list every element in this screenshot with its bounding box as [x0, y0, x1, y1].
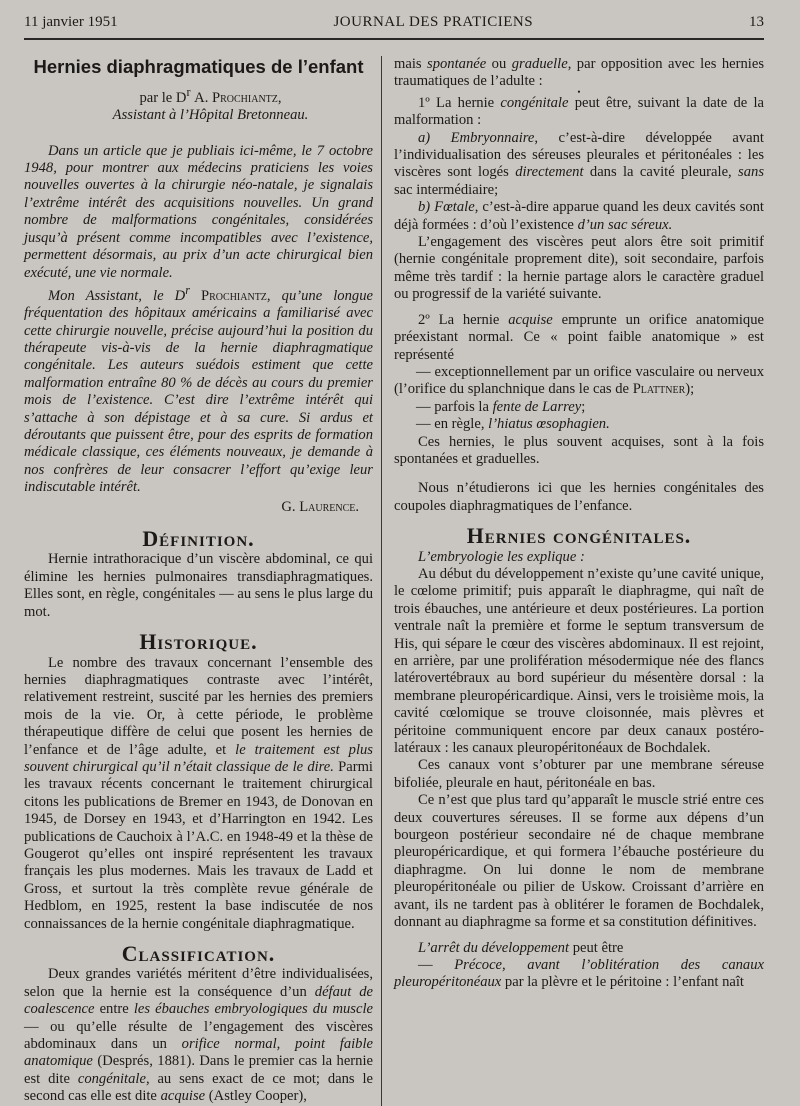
definition-text: Hernie intrathoracique d’un viscère abdominal, ce qui élimine les hernies pulmonaires transdiaphragmatiques. Elles sont, en règle, congénitales — au sens le plus large du mot.: [24, 551, 373, 620]
foetale-paragraph: b) Fœtale, c’est-à-dire apparue quand les deux cavités sont déjà formées : d’où l’existence d’un sac séreux.: [394, 199, 764, 233]
embryonnaire-paragraph: a) Embryonnaire, c’est-à-dire développée avant l’individualisation des séreuses pleurales et péritonéales : les viscères sont logés directement dans la cavité pleurale, sans sac intermédiaire;: [394, 129, 764, 198]
acquise-list-item-2: — parfois la fente de Larrey;: [416, 398, 586, 415]
embryologie-paragraph: Au début du développement n’existe qu’une cavité unique, le cœlome primitif; puis apparaît le diaphragme, qui naît de trois ébauches, une antérieure et deux postérieures. La portion ventrale naît la première et forme le septum transversum de His, qui sépare le cœur des viscères abdominaux. Il est rejoint, en arrière, par une prolifération mésodermique née des flancs latérovertébraux au bord supérieur du mésentère dorsal : la membrane pleuropéricardique. Ainsi, vers le troisième mois, la cavité cœlomique se trouve cloisonnée, mais plèvres et péritoine communiquent encore par deux canaux postéro-latéraux : les canaux pleuropéritonéaux de Bochdalek.: [394, 565, 764, 757]
intro-paragraph-1: Dans un article que je publiais ici-même, le 7 octobre 1948, pour montrer aux médecins praticiens les voies nouvelles ouvertes à la chirurgie néo-natale, je signalais l’extrême intérêt des acquisitions nouvelles. Un grand nombre de malformations congénitales, considérées jusqu’à présent comme incompatibles avec l’existence, permettent désormais, au prix d’un acte chirurgical bien exécuté, une vie normale.: [24, 142, 373, 281]
article-title: Hernies diaphragmatiques de l’enfant: [33, 56, 364, 77]
journal-name: JOURNAL DES PRATICIENS: [333, 14, 534, 30]
acquise-list-item-3: — en règle, l’hiatus œsophagien.: [416, 416, 610, 433]
classification-heading: Classification.: [121, 941, 276, 966]
congenitale-paragraph: 1º La hernie congénitale peut être, suivant la date de la malformation :: [394, 94, 765, 129]
acquise-list-item-1: — exceptionnellement par un orifice vasculaire ou nerveux (l’orifice du splanchnique dans le cas de Plattner);: [394, 363, 764, 398]
arret-paragraph: L’arrêt du développement peut être: [418, 939, 624, 956]
right-column: [381, 56, 764, 1106]
header-date: 11 janvier 1951: [24, 14, 118, 30]
author-affiliation: Assistant à l’Hôpital Bretonneau.: [112, 107, 309, 124]
precoce-paragraph: — Précoce, avant l’oblitération des canaux pleuropéritonéaux par la plèvre et le péritoine : l’enfant naît: [394, 956, 764, 991]
classification-text: Deux grandes variétés méritent d’être individualisées, selon que la hernie est la conséquence d’un défaut de coalescence entre les ébauches embryologiques du muscle — ou qu’elle résulte de l’engagement des viscères abdominaux dans un orifice normal, point faible anatomique (Després, 1881). Dans le premier cas la hernie est dite congénitale, au sens exact de ce mot; dans le second cas elle est dite acquise (Astley Cooper),: [24, 966, 373, 1105]
definition-heading: Définition.: [142, 526, 255, 552]
acquise-paragraph: 2º La hernie acquise emprunte un orifice anatomique préexistant normal. Ce « point faible anatomique » est représenté: [394, 311, 764, 363]
left-column: [24, 56, 381, 1106]
historique-text: Le nombre des travaux concernant l’ensemble des hernies diaphragmatiques contraste avec l’intérêt, relativement restreint, suscité par les hernies des premiers mois de la vie. Or, à cette période, le problème thérapeutique diffère de celui que posent les hernies de l’enfance et de l’âge adulte, et le traitement est plus souvent chirurgical qu’il n’était classique de le dire. Parmi les travaux récents concernant le traitement chirurgical citons les publications de Bremer en 1943, de Donovan en 1945, de Dorsey en 1943, et d’Harrington en 1942. Les publications de Cauchoix à l’A.C. en 1948-49 et la thèse de Gougerot qu’elles ont inspiré représentent les travaux français les plus modernes. Mais les travaux de Ladd et Gross, et surtout la très complète revue générale de Hedblom, en 1925, restent la base indiscutée de nos connaissances de la hernie congénitale diaphragmatique.: [24, 654, 373, 932]
engagement-paragraph: L’engagement des viscères peut alors être soit primitif (hernie congénitale proprement dite), soit secondaire, parfois même très tardif : la hernie partage alors le caractère graduel ou progressif de la variété suivante.: [394, 234, 764, 303]
author-line: par le $D^r$ A. Prochiantz,: [139, 85, 282, 106]
canaux-paragraph: Ces canaux vont s’obturer par une membrane séreuse bifoliée, pleurale en haut, péritonéale en bas.: [394, 757, 764, 791]
editor-signature: G. Laurence.: [281, 498, 359, 515]
hernies-congenitales-heading: Hernies congénitales.: [466, 523, 692, 549]
muscle-paragraph: Ce n’est que plus tard qu’apparaît le muscle strié entre ces deux couvertures séreuses. Il se forme aux dépens d’un bourgeon postérieur secondaire né de chaque membrane pleuropéricardique, et qui formera l’ébauche postérieure du diaphragme. On lui donne le nom de membrane pleuropéritonéale ou pilier de Uskow. Croissant d’arrière en avant, ils ne tardent pas à oblitérer le foramen de Bochdalek, donnant au diaphragme sa forme et sa constitution définitives.: [394, 792, 764, 931]
page-number: 13: [748, 14, 764, 30]
intro-paragraph-2: Mon Assistant, le $D^r$ Prochiantz, qu’une longue fréquentation des hôpitaux américains a familiarisé avec cette chirurgie nouvelle, précise aujourd’hui la position du thérapeute vis-à-vis de la hernie diaphragmatique congénitale. Les auteurs suédois estiment que cette malformation entraîne 80 % de décès au cours du premier mois de l’existence. C’est dire l’extrême intérêt qui s’attache à son dépistage et à sa cure. Si ardus et déroutants que puissent être, pour des esprits de formation médicale classique, ces éléments nouveaux, je demande à nos confrères de leur consacrer l’effort qu’exige leur indiscutable intérêt.: [24, 282, 373, 496]
editor-introduction: [24, 143, 373, 497]
scope-paragraph: Nous n’étudierons ici que les hernies congénitales des coupoles diaphragmatiques de l’enfance.: [394, 480, 764, 514]
acquise-conclusion: Ces hernies, le plus souvent acquises, sont à la fois spontanées et graduelles.: [394, 433, 764, 467]
continued-paragraph: mais spontanée ou graduelle, par opposition avec les hernies traumatiques de l’adulte :: [394, 56, 765, 90]
ornament-dot: •: [577, 86, 581, 97]
historique-heading: Historique.: [139, 629, 258, 655]
embryologie-subheading: L’embryologie les explique :: [418, 548, 585, 565]
running-head: [24, 14, 764, 34]
header-rule: [24, 38, 764, 40]
